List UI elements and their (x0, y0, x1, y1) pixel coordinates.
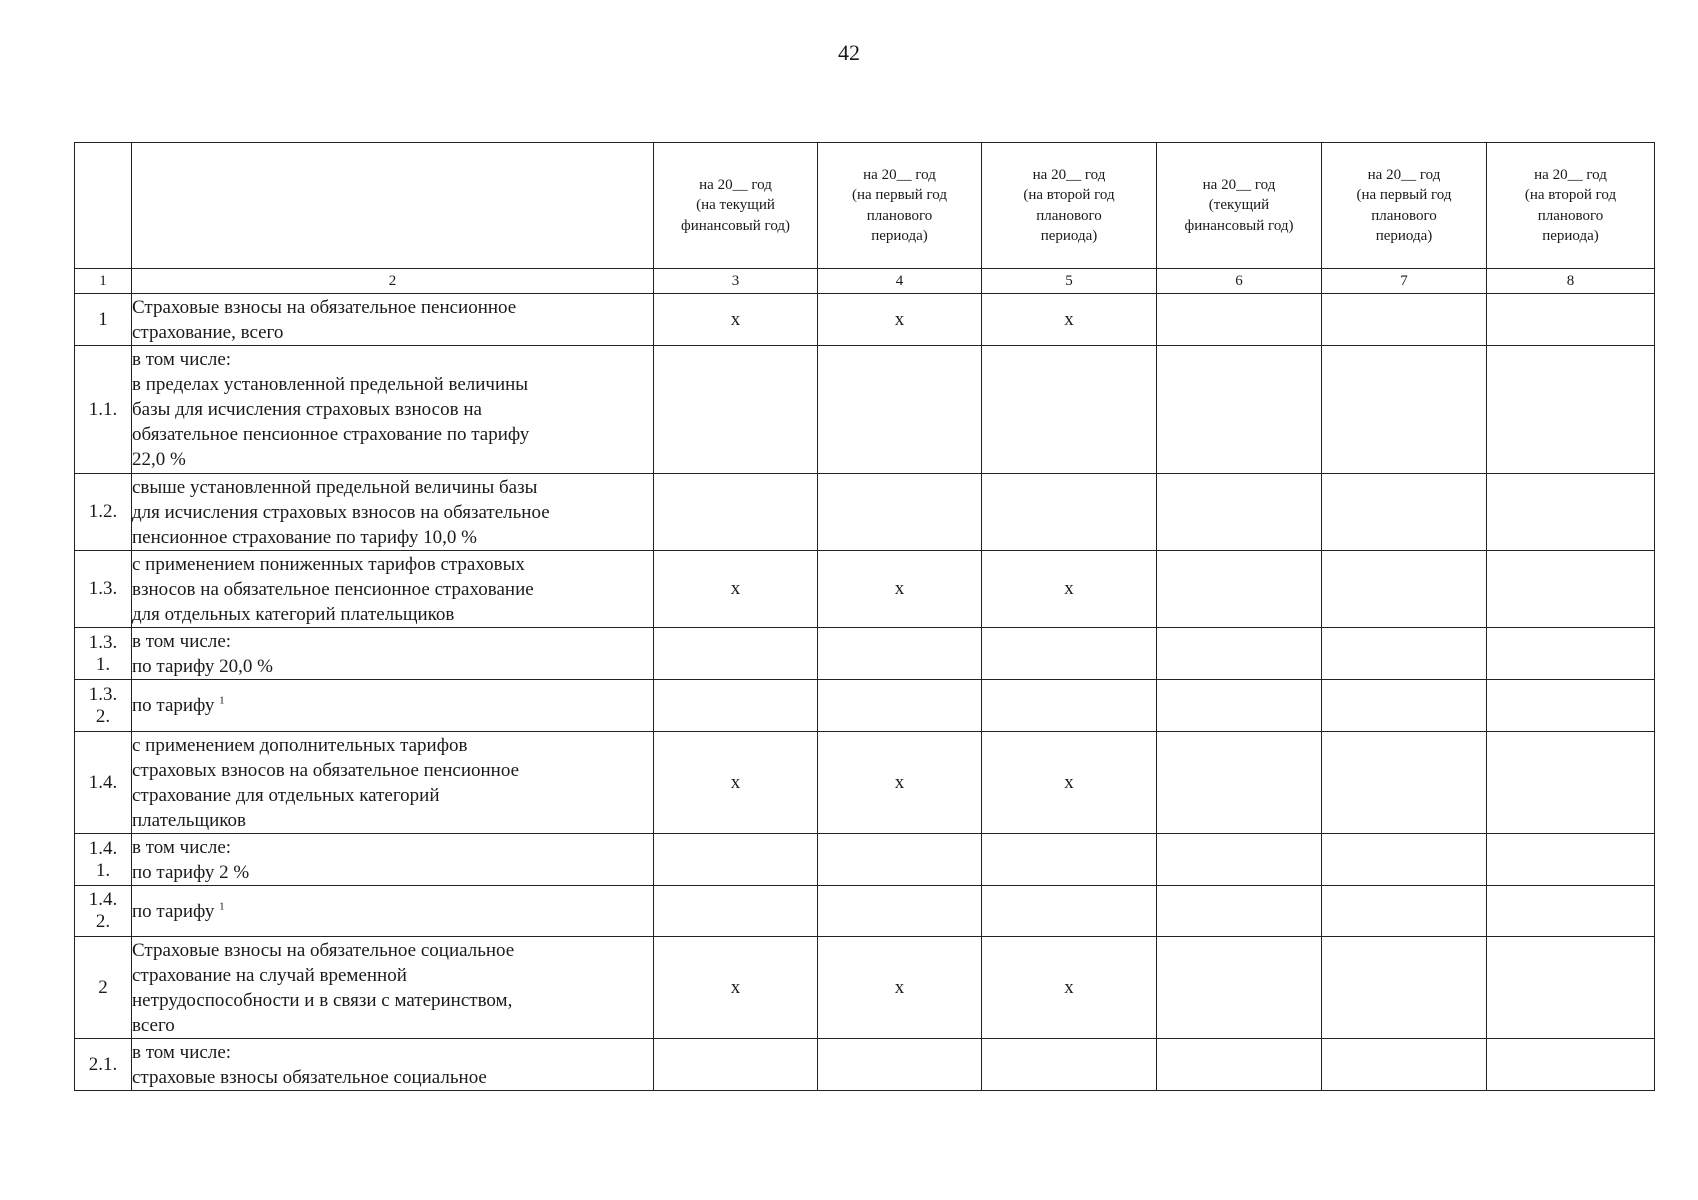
row-number (75, 346, 132, 474)
value-cell (818, 732, 982, 834)
value-cell (654, 294, 818, 346)
value-cell (1157, 474, 1322, 551)
description-line: Страховые взносы на обязательное пенсионное (132, 296, 517, 318)
row-number-line: 1.4. (88, 889, 118, 910)
header-line: периода) (1375, 228, 1433, 244)
row-number (75, 886, 132, 937)
value-cell (1322, 551, 1487, 628)
not-applicable-mark: x (1064, 771, 1074, 793)
header-line: планового (1371, 207, 1437, 224)
value-cell (1322, 937, 1487, 1039)
value-cell (982, 474, 1157, 551)
description-line: с применением дополнительных тарифов (132, 734, 468, 756)
header-line: периода) (1542, 228, 1599, 244)
value-cell (1487, 834, 1655, 886)
header-line: на 20__ год (1534, 166, 1607, 183)
row-number (75, 551, 132, 628)
value-cell (1487, 294, 1655, 346)
value-cell (982, 628, 1157, 680)
value-cell (1322, 1039, 1487, 1091)
description-line: в том числе: (132, 349, 232, 370)
column-index-cell: 2 (132, 269, 654, 294)
header-period-cell (982, 143, 1157, 269)
not-applicable-mark: x (730, 578, 741, 599)
not-applicable-mark: x (730, 976, 741, 998)
description-line: страховые взносы обязательное социальное (132, 1066, 487, 1088)
value-cell (1487, 474, 1655, 551)
header-empty-cell (132, 143, 654, 269)
description-line: по тарифу 20,0 % (132, 655, 273, 677)
description-line: по тарифу $^1$ (132, 900, 225, 922)
row-description (132, 346, 654, 474)
value-cell (1487, 628, 1655, 680)
table-row (75, 346, 1655, 474)
header-line: (на первый год (1356, 187, 1452, 203)
row-number (75, 732, 132, 834)
row-description (132, 937, 654, 1039)
value-cell (982, 346, 1157, 474)
table-row (75, 937, 1655, 1039)
not-applicable-mark: x (894, 976, 905, 998)
row-number-line: 1.1. (88, 398, 118, 420)
value-cell (982, 886, 1157, 937)
row-number (75, 680, 132, 732)
row-number-line: 1.2. (88, 501, 118, 522)
header-line: (на первый год (851, 187, 948, 203)
value-cell (818, 551, 982, 628)
value-cell (982, 732, 1157, 834)
header-line: планового (1036, 207, 1102, 224)
table-row (75, 732, 1655, 834)
row-description (132, 294, 654, 346)
row-number-line: 1.3. (88, 631, 118, 653)
not-applicable-mark: x (730, 771, 741, 793)
column-index-row (75, 269, 1655, 294)
row-number-line: 1.4. (88, 771, 118, 793)
value-cell (818, 1039, 982, 1091)
value-cell (982, 294, 1157, 346)
value-cell (1322, 628, 1487, 680)
value-cell (1487, 1039, 1655, 1091)
header-line: на 20__ год (699, 176, 772, 193)
header-line: периода) (871, 228, 928, 244)
value-cell (1157, 886, 1322, 937)
description-line: для исчисления страховых взносов на обязательное (132, 501, 550, 523)
header-line: финансовый год) (680, 217, 791, 234)
value-cell (818, 834, 982, 886)
header-line: планового (866, 207, 933, 224)
value-cell (1322, 680, 1487, 732)
page-number: 42 (838, 40, 860, 65)
not-applicable-mark: x (1064, 578, 1074, 599)
value-cell (818, 680, 982, 732)
row-description (132, 474, 654, 551)
value-cell (1157, 937, 1322, 1039)
row-number (75, 628, 132, 680)
table-row (75, 1039, 1655, 1091)
header-line: (на второй год (1023, 187, 1115, 203)
description-line: Страховые взносы на обязательное социальное (132, 939, 515, 961)
value-cell (818, 628, 982, 680)
value-cell (1322, 474, 1487, 551)
table-row (75, 551, 1655, 628)
description-line: нетрудоспособности и в связи с материнством, (132, 989, 513, 1011)
row-description (132, 886, 654, 937)
value-cell (1322, 346, 1487, 474)
header-empty-cell (75, 143, 132, 269)
row-number-line: 1. (95, 859, 111, 881)
value-cell (1322, 834, 1487, 886)
description-line: по тарифу $^1$ (132, 694, 225, 716)
row-number-line: 1.3. (88, 578, 118, 599)
row-number-line: 2. (95, 911, 111, 932)
not-applicable-mark: x (894, 771, 905, 793)
row-description (132, 551, 654, 628)
value-cell (654, 628, 818, 680)
value-cell (1157, 680, 1322, 732)
column-index-cell: 7 (1322, 269, 1487, 294)
header-period-cell (1322, 143, 1487, 269)
description-line: в том числе: (132, 1041, 232, 1063)
description-line: страхование на случай временной (132, 964, 407, 986)
value-cell (1157, 346, 1322, 474)
description-line: 22,0 % (132, 449, 186, 470)
value-cell (1322, 294, 1487, 346)
column-index-cell: 3 (654, 269, 818, 294)
description-line: базы для исчисления страховых взносов на (132, 399, 482, 420)
contributions-table (74, 142, 1655, 1091)
value-cell (1157, 294, 1322, 346)
footnote-marker: 1 (219, 694, 225, 707)
description-line: в пределах установленной предельной величины (132, 374, 529, 395)
value-cell (654, 680, 818, 732)
row-description (132, 628, 654, 680)
value-cell (654, 886, 818, 937)
header-line: (на текущий (696, 197, 775, 214)
row-description (132, 1039, 654, 1091)
value-cell (1157, 551, 1322, 628)
row-number-line: 2 (98, 976, 108, 998)
footnote-marker: 1 (219, 900, 225, 913)
row-number-line: 1. (95, 653, 111, 675)
value-cell (654, 551, 818, 628)
description-line: пенсионное страхование по тарифу 10,0 % (132, 526, 477, 548)
table-row (75, 680, 1655, 732)
description-line: с применением пониженных тарифов страховых (132, 553, 525, 575)
description-line: страхование для отдельных категорий (132, 784, 440, 806)
value-cell (1322, 886, 1487, 937)
description-line: взносов на обязательное пенсионное страхование (132, 578, 534, 600)
value-cell (1157, 628, 1322, 680)
description-line: в том числе: (132, 836, 232, 858)
header-line: на 20__ год (1032, 166, 1106, 183)
column-index-cell: 5 (982, 269, 1157, 294)
value-cell (1487, 886, 1655, 937)
row-number-line: 1.3. (88, 683, 118, 705)
not-applicable-mark: x (730, 308, 741, 330)
not-applicable-mark: x (894, 578, 905, 599)
description-line: в том числе: (132, 630, 232, 652)
value-cell (982, 937, 1157, 1039)
value-cell (982, 551, 1157, 628)
not-applicable-mark: x (1064, 976, 1074, 998)
value-cell (654, 474, 818, 551)
value-cell (982, 680, 1157, 732)
table-row (75, 834, 1655, 886)
value-cell (654, 834, 818, 886)
row-description (132, 680, 654, 732)
table-row (75, 294, 1655, 346)
row-number (75, 294, 132, 346)
row-number (75, 474, 132, 551)
value-cell (1487, 680, 1655, 732)
header-period-cell (1157, 143, 1322, 269)
row-number-line: 2.1. (88, 1053, 118, 1075)
column-index-cell: 6 (1157, 269, 1322, 294)
header-line: планового (1537, 207, 1604, 224)
header-line: финансовый год) (1184, 217, 1294, 234)
description-line: по тарифу 2 % (132, 861, 250, 883)
header-line: периода) (1040, 228, 1098, 244)
row-number-line: 1 (98, 308, 108, 330)
value-cell (818, 474, 982, 551)
not-applicable-mark: x (1064, 308, 1074, 330)
value-cell (1157, 1039, 1322, 1091)
value-cell (1322, 732, 1487, 834)
row-description (132, 732, 654, 834)
value-cell (654, 346, 818, 474)
value-cell (654, 732, 818, 834)
row-number-line: 2. (95, 705, 111, 727)
header-line: (текущий (1208, 197, 1270, 214)
table-row (75, 628, 1655, 680)
value-cell (654, 937, 818, 1039)
value-cell (1157, 834, 1322, 886)
value-cell (1157, 732, 1322, 834)
row-number (75, 937, 132, 1039)
value-cell (982, 834, 1157, 886)
description-line: для отдельных категорий плательщиков (132, 603, 455, 625)
value-cell (1487, 937, 1655, 1039)
value-cell (818, 886, 982, 937)
header-line: на 20__ год (1202, 176, 1276, 193)
header-period-cell (1487, 143, 1655, 269)
description-line: всего (132, 1014, 175, 1036)
column-index-cell: 1 (75, 269, 132, 294)
value-cell (818, 294, 982, 346)
header-line: на 20__ год (1367, 166, 1441, 183)
row-number (75, 834, 132, 886)
description-line: обязательное пенсионное страхование по тарифу (132, 424, 530, 445)
description-line: страхование, всего (132, 321, 284, 343)
header-row (75, 143, 1655, 269)
description-line: страховых взносов на обязательное пенсионное (132, 759, 520, 781)
value-cell (654, 1039, 818, 1091)
row-number (75, 1039, 132, 1091)
value-cell (818, 346, 982, 474)
header-line: (на второй год (1524, 187, 1617, 203)
description-line: плательщиков (132, 809, 247, 831)
row-description (132, 834, 654, 886)
header-period-cell (818, 143, 982, 269)
value-cell (818, 937, 982, 1039)
not-applicable-mark: x (894, 308, 905, 330)
description-line: свыше установленной предельной величины базы (132, 476, 538, 498)
header-period-cell (654, 143, 818, 269)
value-cell (982, 1039, 1157, 1091)
value-cell (1487, 732, 1655, 834)
table-row (75, 474, 1655, 551)
column-index-cell: 8 (1487, 269, 1655, 294)
value-cell (1487, 551, 1655, 628)
table-row (75, 886, 1655, 937)
row-number-line: 1.4. (88, 837, 118, 859)
value-cell (1487, 346, 1655, 474)
column-index-cell: 4 (818, 269, 982, 294)
header-line: на 20__ год (863, 166, 936, 183)
